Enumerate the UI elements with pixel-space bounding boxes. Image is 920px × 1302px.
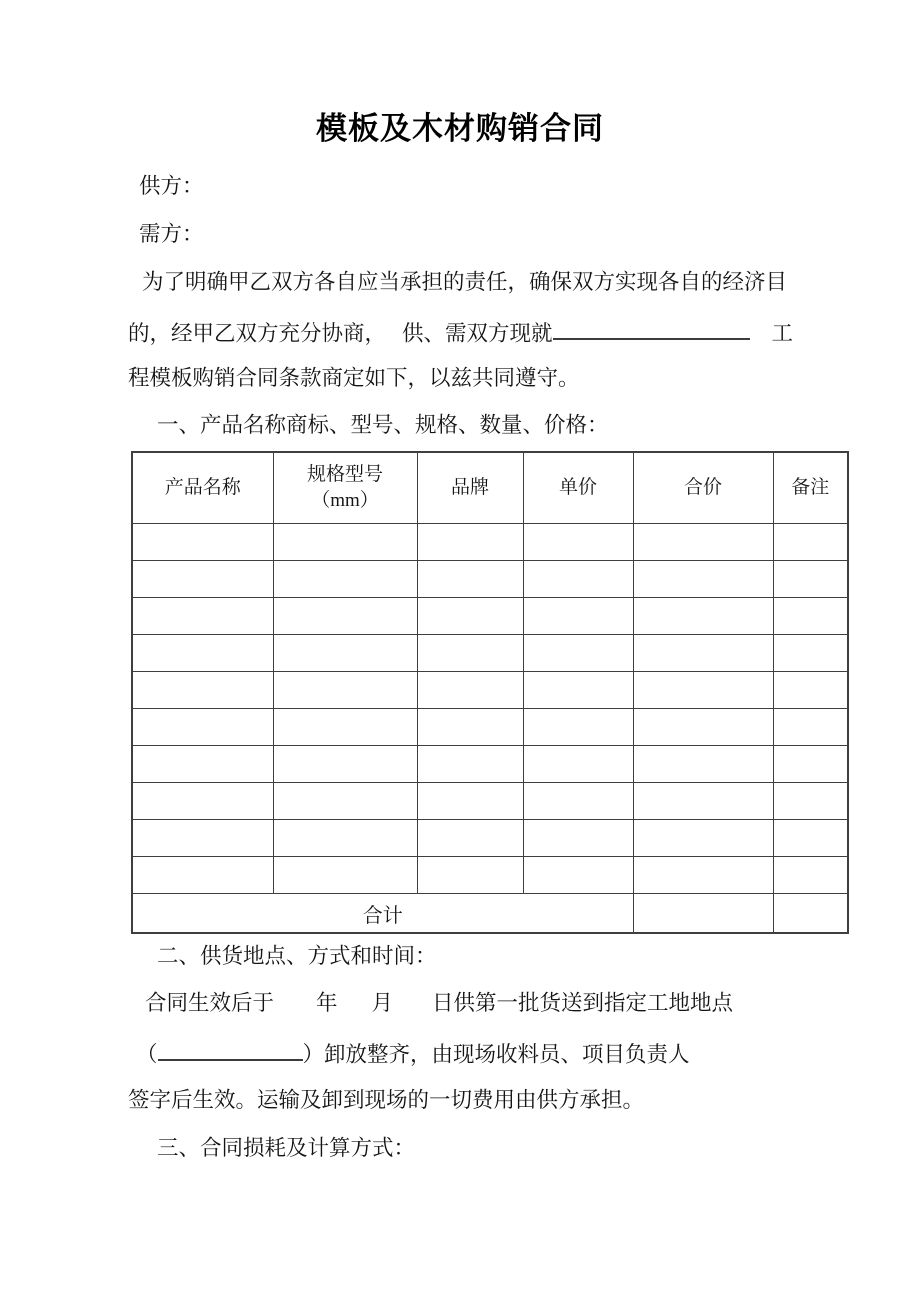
col-header-spec-model [273, 452, 417, 524]
product-empty-cell [773, 672, 848, 709]
product-empty-cell [417, 524, 523, 561]
col-header-spec-model-line2: （mm） [311, 490, 379, 511]
product-empty-cell [773, 820, 848, 857]
product-empty-cell [773, 709, 848, 746]
product-empty-cell [273, 746, 417, 783]
product-empty-cell [273, 783, 417, 820]
product-empty-cell [773, 746, 848, 783]
section-3-heading: 三、合同损耗及计算方式： [157, 1136, 416, 1160]
location-text: ）卸放整齐，由现场收料员、项目负责人 [302, 1042, 690, 1067]
document-title: 模板及木材购销合同 [316, 111, 604, 146]
product-empty-cell [417, 672, 523, 709]
product-empty-cell [132, 561, 273, 598]
products-table-body [132, 524, 848, 894]
products-table [131, 451, 849, 934]
intro-line-3: 程模板购销合同条款商定如下，以兹共同遵守。 [128, 366, 580, 390]
product-empty-cell [273, 709, 417, 746]
product-empty-cell [523, 783, 633, 820]
product-empty-cell [523, 561, 633, 598]
product-empty-cell [633, 746, 773, 783]
total-label-cell: 合计 [132, 894, 633, 934]
intro-line-2 [128, 318, 793, 346]
product-empty-cell [273, 635, 417, 672]
delivery-terms-line: 签字后生效。运输及卸到现场的一切费用由供方承担。 [128, 1088, 645, 1112]
product-empty-cell [773, 598, 848, 635]
delivery-text-b: 日供第一批货送到指定工地地点 [432, 991, 734, 1015]
intro-spacer [386, 339, 402, 340]
location-blank [158, 1039, 303, 1061]
year-blank-space [274, 1009, 316, 1010]
product-empty-cell [132, 820, 273, 857]
product-empty-cell [633, 635, 773, 672]
product-empty-cell [132, 672, 273, 709]
delivery-location-line [136, 1039, 690, 1067]
product-empty-cell [132, 746, 273, 783]
product-empty-cell [132, 598, 273, 635]
product-empty-cell [417, 857, 523, 894]
col-header-total-price: 合价 [633, 452, 773, 524]
product-empty-row [132, 857, 848, 894]
col-header-unit-price: 单价 [523, 452, 633, 524]
day-blank-space [393, 1009, 432, 1010]
product-empty-cell [633, 672, 773, 709]
intro-line-1: 为了明确甲乙双方各自应当承担的责任，确保双方实现各自的经济目 [142, 270, 788, 294]
product-empty-cell [633, 561, 773, 598]
product-empty-row [132, 598, 848, 635]
month-label: 月 [371, 991, 394, 1015]
product-empty-cell [132, 857, 273, 894]
product-empty-cell [417, 783, 523, 820]
product-empty-cell [132, 635, 273, 672]
section-1-heading: 一、产品名称商标、型号、规格、数量、价格： [157, 413, 609, 437]
product-empty-cell [132, 709, 273, 746]
intro-line-2-text-b: 供、需双方现就 [402, 321, 553, 346]
col-header-brand: 品牌 [417, 452, 523, 524]
product-empty-cell [273, 820, 417, 857]
product-empty-cell [273, 598, 417, 635]
total-remarks-cell [773, 894, 848, 934]
product-empty-cell [417, 709, 523, 746]
product-empty-cell [633, 709, 773, 746]
product-empty-row [132, 635, 848, 672]
location-paren-open: （ [136, 1042, 158, 1067]
product-empty-cell [523, 524, 633, 561]
product-empty-cell [773, 524, 848, 561]
product-empty-cell [132, 524, 273, 561]
product-empty-cell [523, 672, 633, 709]
total-row [132, 894, 848, 934]
month-blank-space [338, 1009, 372, 1010]
product-empty-cell [773, 635, 848, 672]
year-label: 年 [316, 991, 338, 1015]
section-2-heading: 二、供货地点、方式和时间： [157, 944, 437, 968]
col-header-product-name: 产品名称 [132, 452, 273, 524]
product-empty-cell [417, 746, 523, 783]
product-empty-cell [773, 783, 848, 820]
products-table-header [132, 452, 848, 524]
product-empty-row [132, 783, 848, 820]
product-empty-cell [417, 598, 523, 635]
product-empty-cell [417, 635, 523, 672]
project-name-blank [553, 318, 750, 340]
product-empty-row [132, 524, 848, 561]
product-empty-row [132, 672, 848, 709]
product-empty-cell [523, 598, 633, 635]
product-empty-cell [523, 746, 633, 783]
products-table-footer [132, 894, 848, 934]
product-empty-cell [523, 709, 633, 746]
product-empty-cell [523, 820, 633, 857]
product-empty-cell [773, 857, 848, 894]
product-empty-cell [273, 561, 417, 598]
product-empty-cell [273, 524, 417, 561]
col-header-spec-model-line1: 规格型号 [306, 464, 383, 486]
product-empty-cell [273, 672, 417, 709]
product-empty-cell [633, 598, 773, 635]
intro-line-2-text-c: 工 [771, 321, 794, 346]
product-empty-row [132, 561, 848, 598]
product-empty-row [132, 746, 848, 783]
product-empty-cell [417, 561, 523, 598]
header-row [132, 452, 848, 524]
product-empty-cell [523, 635, 633, 672]
product-empty-cell [633, 857, 773, 894]
product-empty-row [132, 709, 848, 746]
buyer-label: 需方： [139, 222, 204, 246]
delivery-time-line [145, 991, 733, 1016]
supplier-label: 供方： [139, 174, 204, 198]
product-empty-cell [132, 783, 273, 820]
product-empty-row [132, 820, 848, 857]
intro-line-2-text-a: 的，经甲乙双方充分协商， [128, 321, 387, 346]
product-empty-cell [523, 857, 633, 894]
product-empty-cell [417, 820, 523, 857]
delivery-text-a: 合同生效后于 [145, 991, 275, 1015]
product-empty-cell [633, 524, 773, 561]
total-price-cell [633, 894, 773, 934]
product-empty-cell [773, 561, 848, 598]
col-header-remarks: 备注 [773, 452, 848, 524]
product-empty-cell [273, 857, 417, 894]
intro-spacer-2 [750, 339, 772, 340]
product-empty-cell [633, 783, 773, 820]
product-empty-cell [633, 820, 773, 857]
